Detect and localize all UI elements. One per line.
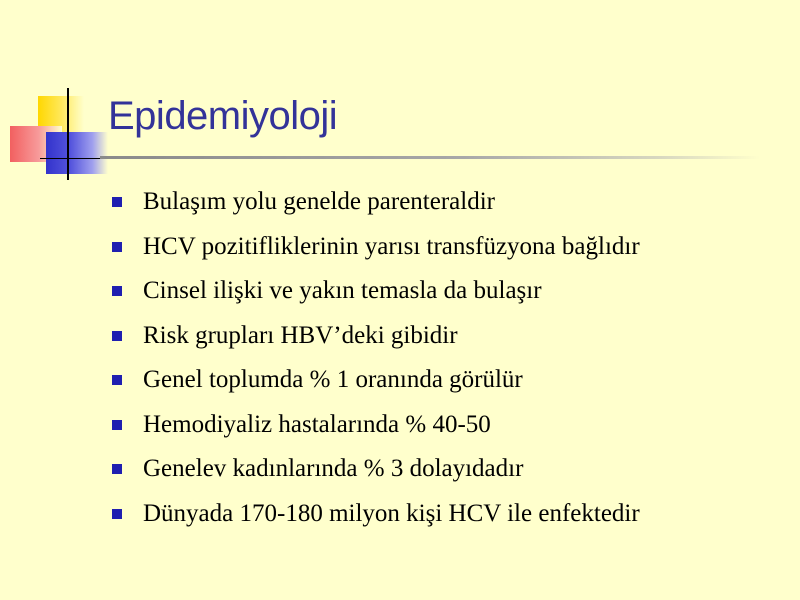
bullet-text: Genelev kadınlarında % 3 dolayıdadır bbox=[143, 455, 524, 482]
bullet-item bbox=[112, 358, 640, 403]
bullet-text: Bulaşım yolu genelde parenteraldir bbox=[143, 188, 495, 215]
bullet-text: Cinsel ilişki ve yakın temasla da bulaşır bbox=[143, 277, 542, 304]
slide-title: Epidemiyoloji bbox=[108, 94, 338, 138]
bullet-item bbox=[112, 403, 640, 448]
square-bullet-icon bbox=[112, 197, 122, 207]
blue-square-decoration bbox=[46, 132, 108, 174]
bullet-list bbox=[112, 180, 640, 536]
bullet-text: Hemodiyaliz hastalarında % 40-50 bbox=[143, 410, 491, 438]
square-bullet-icon bbox=[112, 420, 122, 430]
overlapping-squares-decoration bbox=[0, 0, 120, 190]
title-underline bbox=[100, 156, 760, 159]
bullet-item bbox=[112, 447, 640, 492]
square-bullet-icon bbox=[112, 242, 122, 252]
square-bullet-icon bbox=[112, 331, 122, 341]
bullet-item bbox=[112, 180, 640, 225]
bullet-text: HCV pozitifliklerinin yarısı transfüzyona bağlıdır bbox=[143, 232, 640, 260]
bullet-item bbox=[112, 314, 640, 359]
square-bullet-icon bbox=[112, 286, 122, 296]
bullet-item bbox=[112, 269, 640, 314]
bullet-item bbox=[112, 492, 640, 537]
square-bullet-icon bbox=[112, 464, 122, 474]
bullet-text: Genel toplumda % 1 oranında görülür bbox=[143, 366, 523, 393]
bullet-text: Risk grupları HBV’deki gibidir bbox=[143, 321, 458, 349]
square-bullet-icon bbox=[112, 509, 122, 519]
vertical-rule-decoration bbox=[67, 88, 69, 180]
bullet-item bbox=[112, 225, 640, 270]
square-bullet-icon bbox=[112, 375, 122, 385]
bullet-text: Dünyada 170-180 milyon kişi HCV ile enfektedir bbox=[143, 499, 640, 527]
horizontal-rule-decoration bbox=[40, 158, 104, 159]
